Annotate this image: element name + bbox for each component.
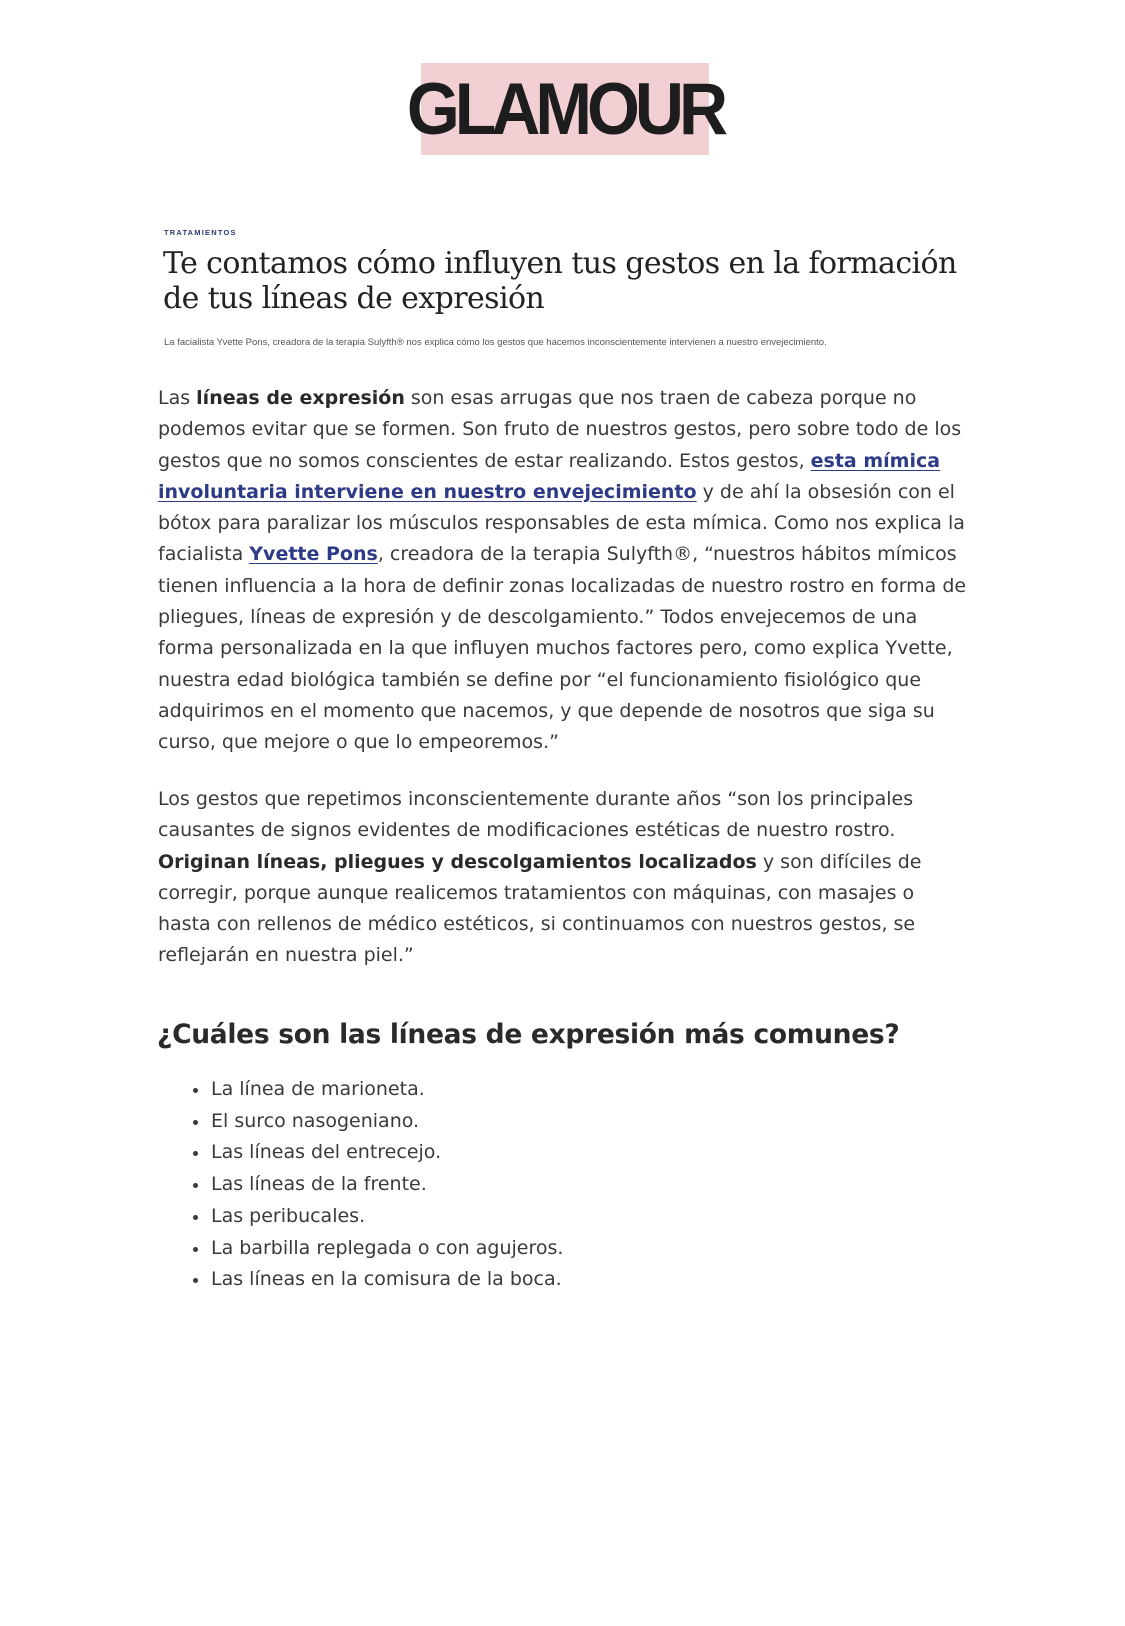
list-item-text: La barbilla replegada o con agujeros.: [211, 1236, 564, 1259]
bullet-icon: [193, 1183, 198, 1188]
logo-text: GLAMOUR: [406, 67, 724, 151]
bullet-icon: [193, 1151, 198, 1156]
list-item-text: Las líneas en la comisura de la boca.: [211, 1268, 562, 1291]
list-item: [193, 1233, 563, 1265]
list-item: [193, 1169, 563, 1201]
bullet-icon: [193, 1247, 198, 1252]
article-link-mimica[interactable]: esta mímica involuntaria interviene en nuestro envejecimiento: [158, 449, 941, 503]
list-item: [193, 1137, 563, 1169]
body-paragraph-1: [158, 383, 968, 759]
text-run: Las: [158, 387, 197, 409]
text-run: y de ahí la obsesión con el bótox para paralizar los músculos responsables de esta mímica. Como nos explica la facialista: [158, 480, 965, 566]
bullet-icon: [193, 1120, 198, 1125]
list-item: [193, 1201, 563, 1233]
section-heading: ¿Cuáles son las líneas de expresión más comunes?: [157, 1019, 900, 1050]
bullet-icon: [193, 1278, 198, 1283]
article-link-yvette-pons[interactable]: Yvette Pons: [249, 543, 378, 566]
brand-logo[interactable]: [406, 63, 724, 155]
section-tag[interactable]: TRATAMIENTOS: [164, 228, 237, 237]
article-headline: Te contamos cómo influyen tus gestos en la formación de tus líneas de expresión: [163, 246, 957, 316]
body-paragraph-2: [158, 784, 968, 972]
bullet-icon: [193, 1215, 198, 1220]
text-run: y son difíciles de corregir, porque aunque realicemos tratamientos con máquinas, con masajes o hasta con rellenos de médico estéticos, si continuamos con nuestros gestos, se reflejarán en nuestra piel.”: [158, 850, 922, 967]
list-item: [193, 1106, 563, 1138]
text-run: son esas arrugas que nos traen de cabeza porque no podemos evitar que se formen. Son fruto de nuestros gestos, pero sobre todo de los gestos que no somos conscientes de estar realizando. Estos gestos,: [158, 387, 962, 472]
list-item-text: Las peribucales.: [211, 1204, 366, 1227]
expression-lines-list: [193, 1074, 563, 1296]
text-run: , creadora de la terapia Sulyfth®, “nuestros hábitos mímicos tienen influencia a la hora de definir zonas localizadas de nuestro rostro en forma de pliegues, líneas de expresión y de descolgamiento.” Todos envejecemos de una forma personalizada en la que influyen muchos factores pero, como explica Yvette, nuestra edad biológica también se define por “el funcionamiento fisiológico que adquirimos en el momento que nacemos, y que depende de nosotros que siga su curso, que mejore o que lo empeoremos.”: [158, 543, 967, 754]
list-item-text: La línea de marioneta.: [211, 1078, 425, 1100]
list-item-text: El surco nasogeniano.: [211, 1109, 420, 1132]
list-item: [193, 1074, 563, 1106]
bullet-icon: [193, 1088, 198, 1093]
text-run: Los gestos que repetimos inconscientemente durante años “son los principales causantes de signos evidentes de modificaciones estéticas de nuestro rostro.: [158, 788, 914, 842]
bold-text: líneas de expresión: [196, 387, 405, 409]
list-item-text: Las líneas de la frente.: [211, 1173, 427, 1196]
list-item-text: Las líneas del entrecejo.: [211, 1141, 442, 1164]
list-item: [193, 1264, 563, 1296]
article-subheadline: La facialista Yvette Pons, creadora de la terapia Sulyfth® nos explica cómo los gestos que hacemos inconscientemente intervienen a nuestro envejecimiento.: [164, 337, 827, 348]
bold-text: Originan líneas, pliegues y descolgamientos localizados: [158, 850, 757, 873]
